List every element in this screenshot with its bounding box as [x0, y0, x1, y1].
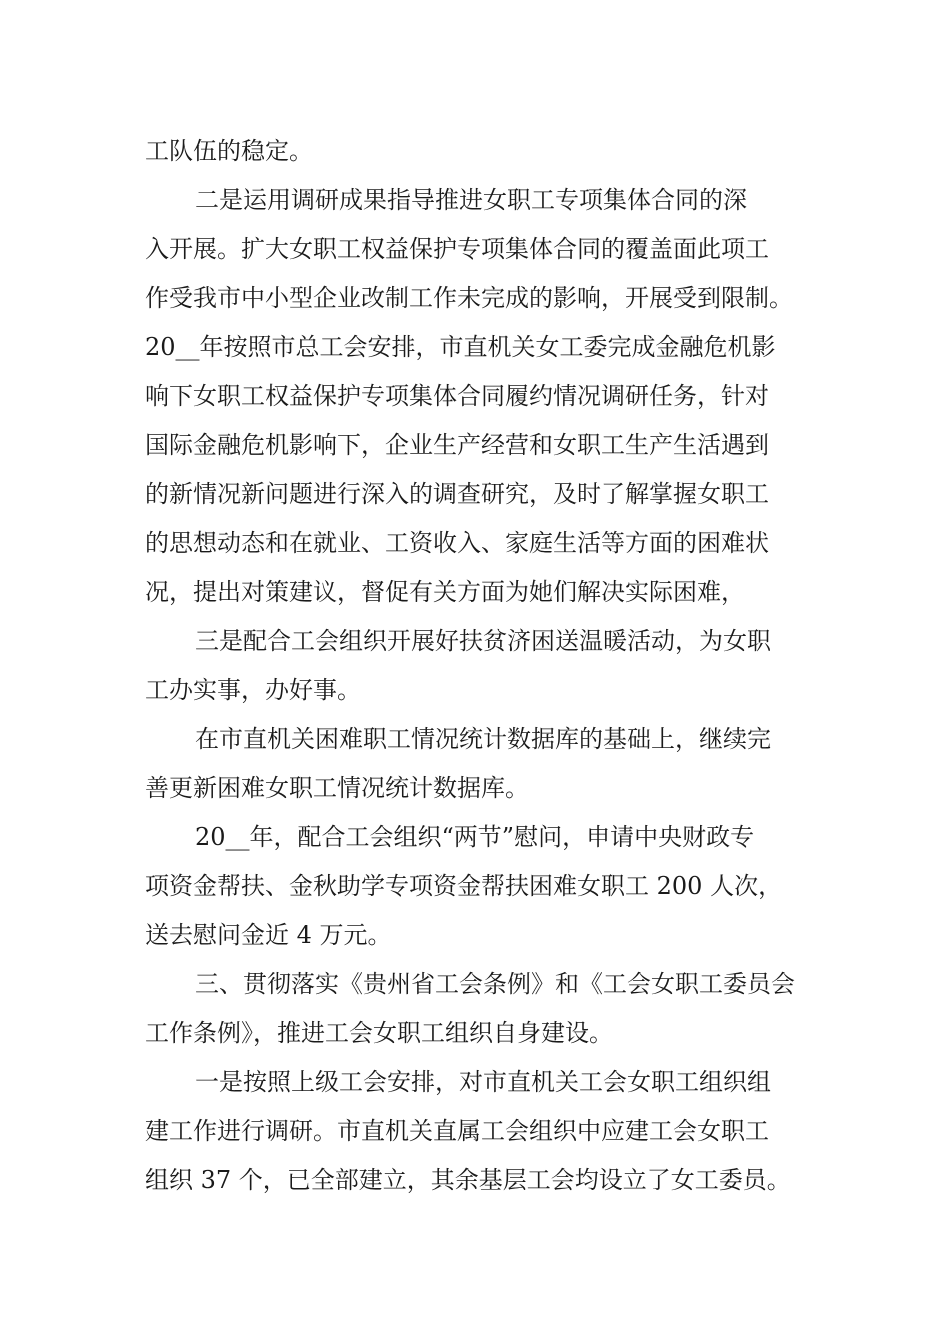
paragraph-line: 响下女职工权益保护专项集体合同履约情况调研任务，针对: [145, 382, 769, 410]
paragraph: [145, 715, 815, 813]
paragraph-line: 送去慰问金近 4 万元。: [145, 921, 392, 949]
paragraph: [145, 1058, 815, 1205]
paragraph-line: 况，提出对策建议，督促有关方面为她们解决实际困难，: [145, 578, 745, 606]
paragraph-line: 二是运用调研成果指导推进女职工专项集体合同的深: [195, 186, 747, 214]
paragraph: [145, 617, 815, 715]
paragraph: [145, 960, 815, 1058]
paragraph-line: 20__年按照市总工会安排，市直机关女工委完成金融危机影: [145, 333, 776, 361]
paragraph-line: 作受我市中小型企业改制工作未完成的影响，开展受到限制。: [145, 284, 793, 312]
paragraph-line: 工作条例》，推进工会女职工组织自身建设。: [145, 1019, 613, 1047]
paragraph-line: 项资金帮扶、金秋助学专项资金帮扶困难女职工 200 人次，: [145, 872, 783, 900]
paragraph-line: 国际金融危机影响下，企业生产经营和女职工生产生活遇到: [145, 431, 769, 459]
paragraph: [145, 127, 815, 176]
paragraph-line: 的新情况新问题进行深入的调查研究，及时了解掌握女职工: [145, 480, 769, 508]
paragraph-line: 的思想动态和在就业、工资收入、家庭生活等方面的困难状: [145, 529, 769, 557]
paragraph-line: 组织 37 个，已全部建立，其余基层工会均设立了女工委员。: [145, 1166, 791, 1194]
document-body: [145, 127, 815, 1205]
paragraph-line: 一是按照上级工会安排，对市直机关工会女职工组织组: [195, 1068, 771, 1096]
paragraph-line: 三是配合工会组织开展好扶贫济困送温暖活动，为女职: [195, 627, 771, 655]
paragraph-line: 建工作进行调研。市直机关直属工会组织中应建工会女职工: [145, 1117, 769, 1145]
paragraph-line: 入开展。扩大女职工权益保护专项集体合同的覆盖面此项工: [145, 235, 769, 263]
paragraph-line: 工办实事，办好事。: [145, 676, 361, 704]
paragraph-line: 20__年，配合工会组织“两节”慰问，申请中央财政专: [195, 823, 755, 851]
paragraph-line: 在市直机关困难职工情况统计数据库的基础上，继续完: [195, 725, 771, 753]
paragraph-line: 三、贯彻落实《贵州省工会条例》和《工会女职工委员会: [195, 970, 795, 998]
paragraph: [145, 176, 815, 617]
paragraph: [145, 813, 815, 960]
paragraph-line: 工队伍的稳定。: [145, 137, 313, 165]
paragraph-line: 善更新困难女职工情况统计数据库。: [145, 774, 529, 802]
